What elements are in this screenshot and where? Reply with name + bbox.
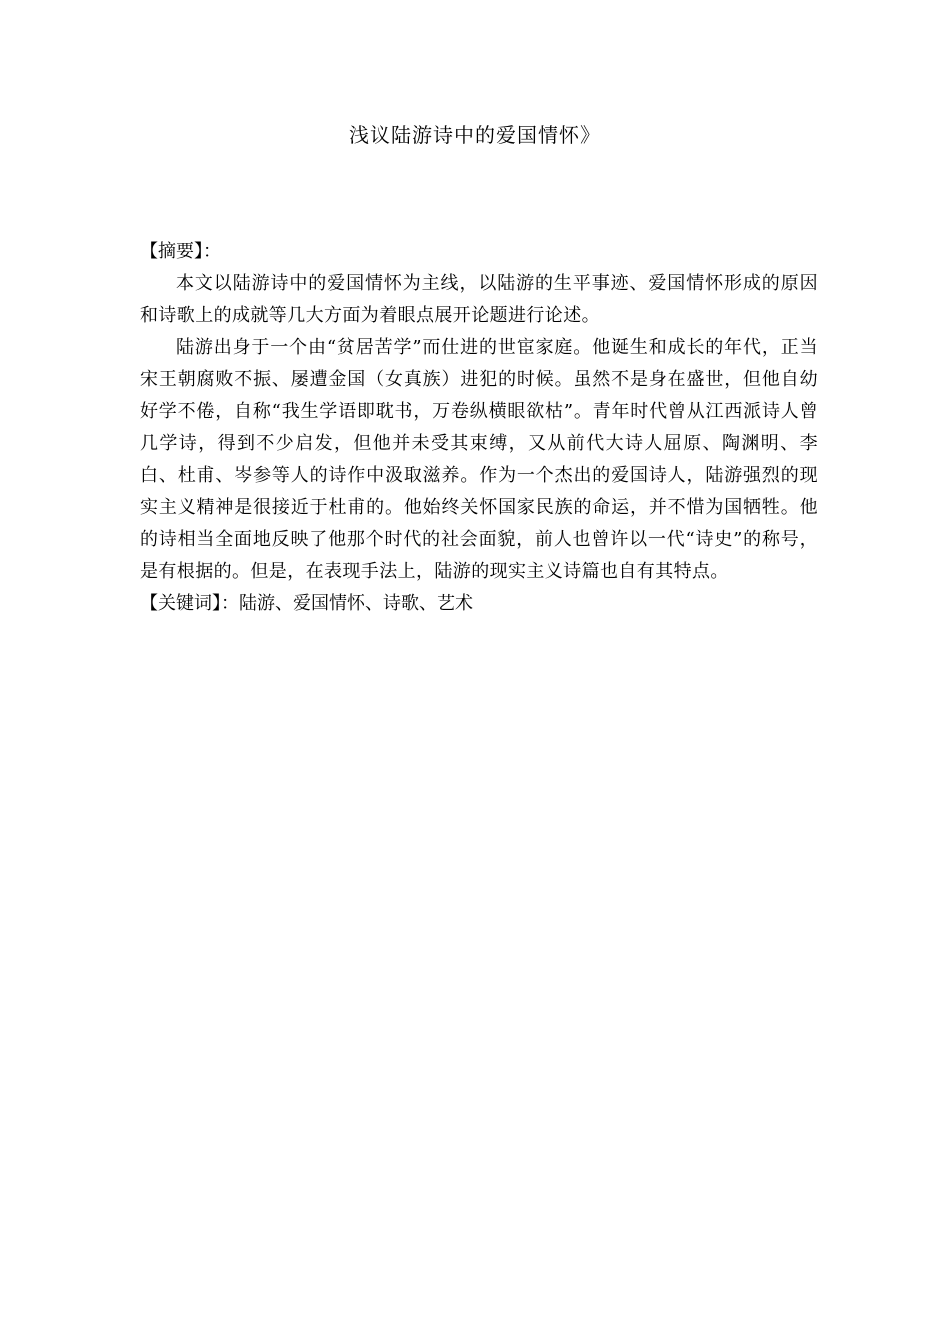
abstract-label: 【摘要】： — [140, 241, 221, 262]
abstract-section — [140, 236, 818, 620]
keywords-text: 陆游、爱国情怀、诗歌、艺术 — [239, 593, 473, 614]
keywords-line — [140, 588, 818, 620]
keywords-label: 【关键词】： — [140, 593, 239, 614]
abstract-paragraph-1: 本文以陆游诗中的爱国情怀为主线，以陆游的生平事迹、爱国情怀形成的原因和诗歌上的成就等几大方面为着眼点展开论题进行论述。 — [140, 273, 818, 326]
document-title: 浅议陆游诗中的爱国情怀》 — [349, 123, 601, 147]
abstract-paragraph-2: 陆游出身于一个由“贫居苦学”而仕进的世宦家庭。他诞生和成长的年代，正当宋王朝腐败不振、屡遭金国（女真族）进犯的时候。虽然不是身在盛世，但他自幼好学不倦，自称“我生学语即耽书，万卷纵横眼欲枯”。青年时代曾从江西派诗人曾几学诗，得到不少启发，但他并未受其束缚，又从前代大诗人屈原、陶渊明、李白、杜甫、岑参等人的诗作中汲取滋养。作为一个杰出的爱国诗人，陆游强烈的现实主义精神是很接近于杜甫的。他始终关怀国家民族的命运，并不惜为国牺牲。他的诗相当全面地反映了他那个时代的社会面貌，前人也曾许以一代“诗史”的称号，是有根据的。但是，在表现手法上，陆游的现实主义诗篇也自有其特点。 — [140, 337, 818, 582]
